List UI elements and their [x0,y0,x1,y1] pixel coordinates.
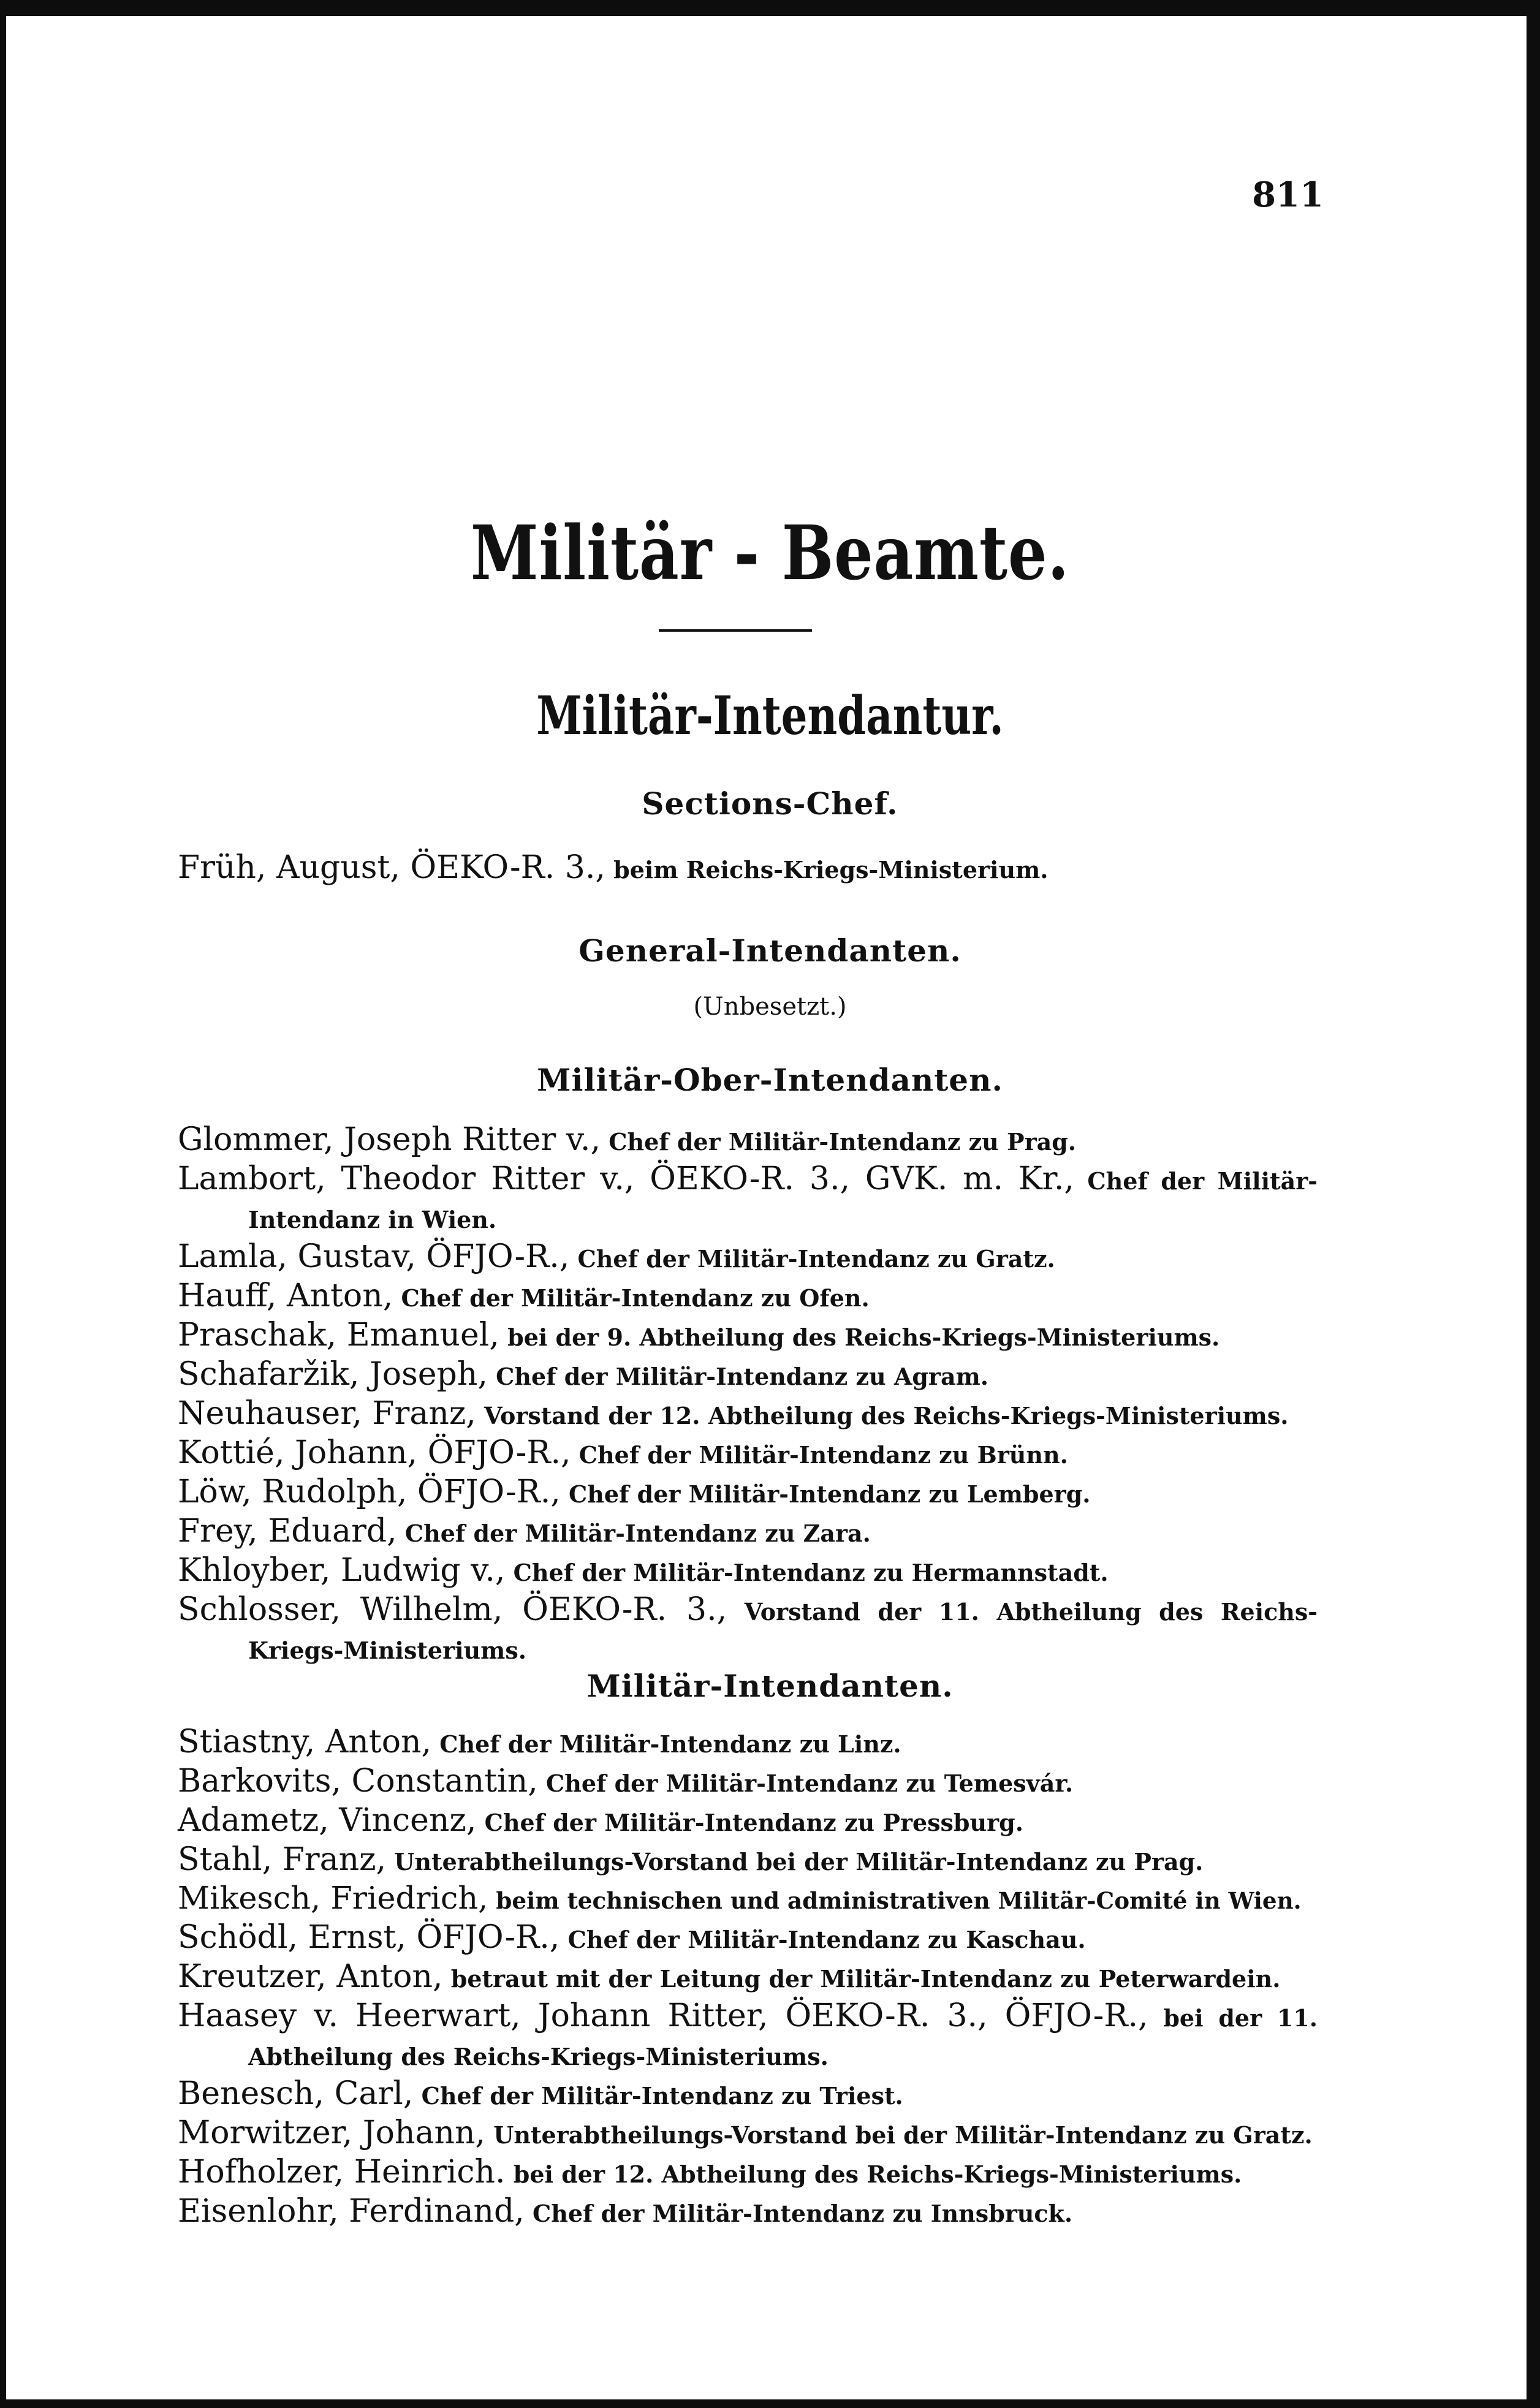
list-item [178,1395,1318,1434]
entry-description: Chef der Militär-Intendanz zu Agram. [487,1363,989,1390]
entry-description: Chef der Militär-Intendanz zu Kaschau. [559,1926,1086,1953]
entry-description: Chef der Militär-Intendanz zu Prag. [601,1128,1077,1156]
entry-name: Löw, Rudolph, ÖFJO-R., [178,1474,561,1510]
list-item [178,849,1318,888]
entry-description: Vorstand der 12. Abtheilung des Reichs-Kriegs-Ministeriums. [476,1402,1289,1429]
title-divider [659,629,812,632]
section-heading-intendanten: Militär-Intendanten. [586,1668,954,1704]
entry-description: Chef der Militär-Intendanz zu Innsbruck. [524,2200,1073,2227]
intendanten-list [178,1724,1318,2232]
list-item [178,1356,1318,1395]
entry-name: Haasey v. Heerwart, Johann Ritter, ÖEKO-R. 3., ÖFJO-R., [178,1997,1148,2034]
entry-name: Khloyber, Ludwig v., [178,1552,506,1589]
list-item [178,1121,1318,1160]
entry-description: Chef der Militär-Intendanz zu Temesvár. [537,1770,1074,1797]
entry-description: Chef der Militär-Intendanz zu Gratz. [569,1245,1055,1273]
entry-description: Vorstand der 11. Abtheilung des Reichs-Kriegs-Ministeriums. [248,1598,1318,1664]
list-item [178,1841,1318,1880]
scan-border-top [0,0,1540,16]
entry-name: Lamla, Gustav, ÖFJO-R., [178,1238,570,1275]
vacancy-note: (Unbesetzt.) [693,993,847,1021]
entry-description: Chef der Militär-Intendanz zu Triest. [413,2082,903,2110]
entry-description: Unterabtheilungs-Vorstand bei der Militär-Intendanz zu Gratz. [485,2121,1313,2149]
list-item [178,2115,1318,2154]
ober-intendanten-list [178,1121,1318,1669]
entry-description: beim technischen und administrativen Militär-Comité in Wien. [488,1887,1302,1914]
entry-name: Stiastny, Anton, [178,1724,432,1760]
list-item [178,1763,1318,1802]
entry-description: Chef der Militär-Intendanz zu Zara. [396,1520,871,1547]
list-item [178,2154,1318,2193]
entry-name: Hofholzer, Heinrich. [178,2154,506,2190]
entry-description: betraut mit der Leitung der Militär-Intendanz zu Peterwardein. [442,1965,1281,1993]
entry-name: Hauff, Anton, [178,1278,393,1314]
entry-description: Chef der Militär-Intendanz zu Brünn. [571,1441,1068,1469]
list-item [178,1552,1318,1591]
entry-name: Früh, August, ÖEKO-R. 3., [178,849,605,886]
entry-name: Kottié, Johann, ÖFJO-R., [178,1434,571,1471]
scan-border-left [0,0,6,2408]
entry-name: Mikesch, Friedrich, [178,1880,488,1917]
entry-name: Barkovits, Constantin, [178,1763,538,1800]
entry-description: Chef der Militär-Intendanz zu Linz. [431,1730,901,1758]
entry-description: Chef der Militär-Intendanz zu Lemberg. [560,1480,1091,1508]
entry-name: Neuhauser, Franz, [178,1395,476,1432]
entry-description: Chef der Militär-Intendanz zu Pressburg. [476,1809,1023,1836]
scan-border-right [1527,0,1540,2408]
list-item [178,1434,1318,1474]
list-item [178,2193,1318,2232]
entry-description: bei der 12. Abtheilung des Reichs-Kriegs-Ministeriums. [505,2160,1242,2188]
list-item [178,1802,1318,1841]
list-item [178,1474,1318,1513]
entry-description: Chef der Militär-Intendanz zu Hermannstadt. [505,1559,1109,1586]
scan-border-bottom [0,2399,1540,2408]
page-number: 811 [1252,175,1324,215]
list-item [178,1238,1318,1278]
list-item [178,1160,1318,1238]
entry-name: Praschak, Emanuel, [178,1317,499,1354]
entry-description: Chef der Militär-Intendanz zu Ofen. [393,1284,870,1312]
entry-name: Adametz, Vincenz, [178,1802,477,1839]
entry-description: beim Reichs-Kriegs-Ministerium. [605,856,1049,884]
entry-description: Chef der Militär-Intendanz in Wien. [248,1167,1318,1233]
entry-name: Morwitzer, Johann, [178,2115,485,2151]
list-item [178,1317,1318,1356]
list-item [178,1880,1318,1919]
entry-description: bei der 11. Abtheilung des Reichs-Kriegs-Ministeriums. [248,2004,1318,2070]
entry-name: Schafaržik, Joseph, [178,1356,488,1393]
section-heading-sections-chef: Sections-Chef. [642,786,898,822]
list-item [178,1919,1318,1958]
page-subtitle: Militär-Intendantur. [536,685,1004,747]
entry-name: Eisenlohr, Ferdinand, [178,2193,525,2230]
entry-name: Kreutzer, Anton, [178,1958,443,1995]
entry-name: Lambort, Theodor Ritter v., ÖEKO-R. 3., GVK. m. Kr., [178,1160,1074,1197]
entry-name: Schödl, Ernst, ÖFJO-R., [178,1919,560,1956]
list-item [178,1724,1318,1763]
page-title: Militär - Beamte. [470,509,1070,597]
entry-name: Schlosser, Wilhelm, ÖEKO-R. 3., [178,1591,727,1628]
section-heading-ober-intendanten: Militär-Ober-Intendanten. [537,1062,1003,1098]
entry-name: Stahl, Franz, [178,1841,387,1878]
section-heading-general-intendanten: General-Intendanten. [578,933,962,969]
list-item [178,1958,1318,1997]
entry-description: bei der 9. Abtheilung des Reichs-Kriegs-Ministeriums. [499,1323,1220,1351]
entry-name: Frey, Eduard, [178,1513,397,1550]
list-item [178,1591,1318,1669]
list-item [178,2075,1318,2115]
list-item [178,1997,1318,2075]
entry-description: Unterabtheilungs-Vorstand bei der Militär-Intendanz zu Prag. [386,1848,1204,1876]
list-item [178,1513,1318,1552]
entry-name: Glommer, Joseph Ritter v., [178,1121,601,1158]
entry-name: Benesch, Carl, [178,2075,414,2112]
list-item [178,1278,1318,1317]
sections-chef-list [178,849,1318,888]
